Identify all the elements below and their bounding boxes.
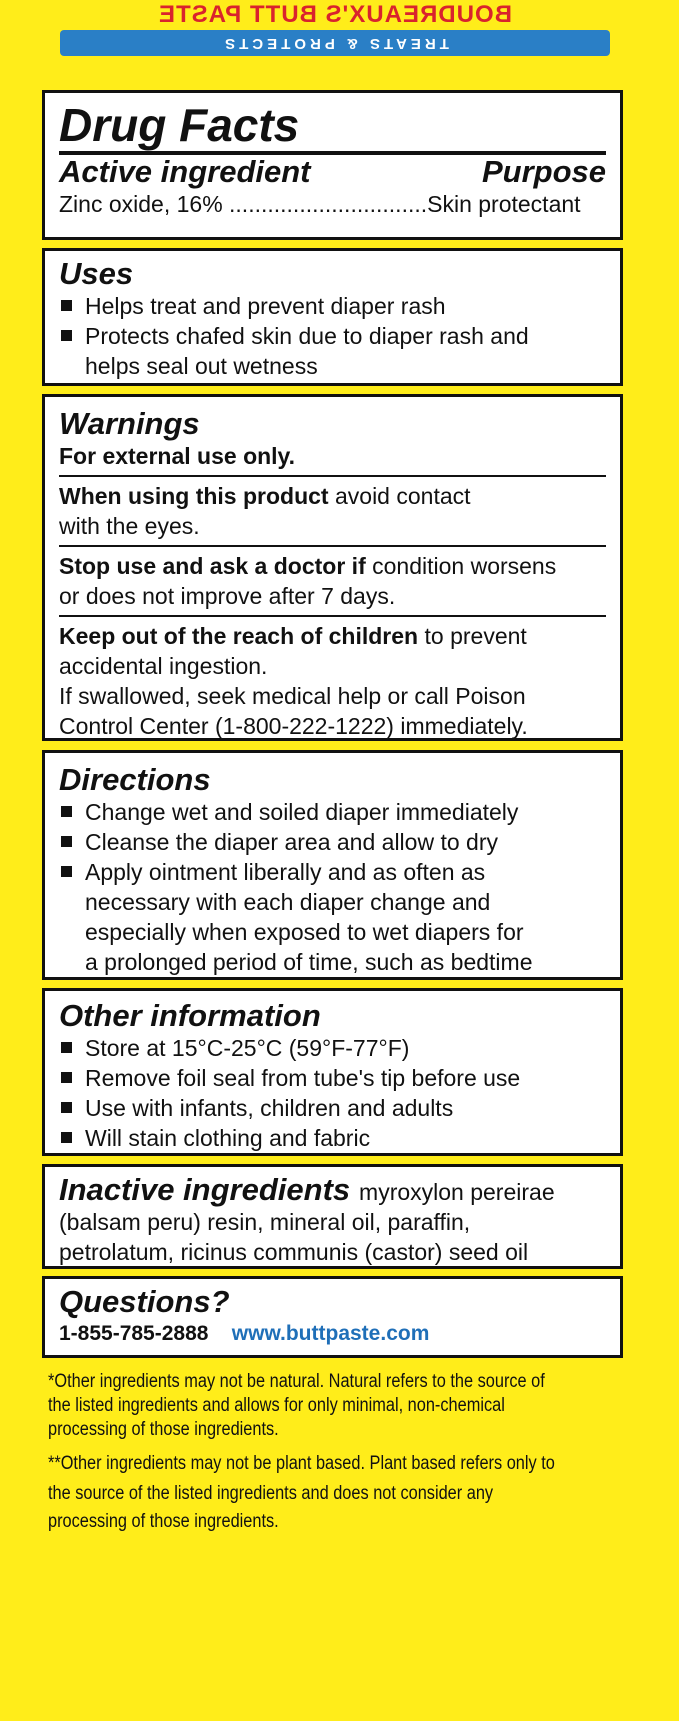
directions-panel — [42, 750, 623, 980]
stop-use-line2: or does not improve after 7 days. — [59, 583, 396, 609]
when-using-bold: When using this product — [59, 483, 329, 509]
footnote-line: the listed ingredients and allows for only minimal, non-chemical — [48, 1395, 505, 1416]
swallow-line2: Control Center (1-800-222-1222) immediately. — [59, 713, 528, 739]
brand-banner — [40, 0, 630, 58]
phone-number: 1-855-785-2888 — [59, 1322, 209, 1345]
website-link[interactable]: www.buttpaste.com — [231, 1322, 430, 1345]
questions-contact — [59, 1319, 606, 1349]
warnings-panel — [42, 394, 623, 741]
when-using-line2: with the eyes. — [59, 513, 200, 539]
directions-continued: especially when exposed to wet diapers for — [85, 919, 524, 945]
swallow-line1: If swallowed, seek medical help or call Poison — [59, 683, 526, 709]
when-using-rest: avoid contact — [328, 483, 471, 509]
keep-out-rest: to prevent — [418, 623, 527, 649]
active-ingredient-heading: Active ingredient — [59, 154, 311, 189]
inactive-heading: Inactive ingredients — [59, 1172, 351, 1207]
footnote-line: processing of those ingredients. — [48, 1511, 279, 1532]
inactive-line1: myroxylon pereirae — [359, 1179, 555, 1205]
divider — [59, 545, 606, 547]
uses-heading: Uses — [59, 256, 134, 291]
footnote-line: processing of those ingredients. — [48, 1419, 279, 1440]
inactive-line2: (balsam peru) resin, mineral oil, paraffin, — [59, 1209, 471, 1235]
inactive-first-line — [59, 1173, 606, 1207]
brand-name: BOUDREAUX'S BUTT PASTE — [158, 1, 512, 28]
directions-continued: a prolonged period of time, such as bedtime — [85, 949, 533, 975]
keep-out-text — [59, 621, 606, 651]
drug-facts-panel — [42, 90, 623, 240]
directions-continued: necessary with each diaper change and — [85, 889, 491, 915]
questions-heading: Questions? — [59, 1284, 230, 1319]
stop-use-bold: Stop use and ask a doctor if — [59, 553, 366, 579]
inactive-line3: petrolatum, ricinus communis (castor) seed oil — [59, 1239, 529, 1265]
inactive-panel — [42, 1164, 623, 1269]
other-info-item: Will stain clothing and fabric — [59, 1123, 606, 1153]
brand-tagline: TREATS & PROTECTS — [60, 30, 610, 56]
uses-item: Protects chafed skin due to diaper rash and — [59, 321, 606, 351]
directions-item: Cleanse the diaper area and allow to dry — [59, 827, 606, 857]
uses-panel — [42, 248, 623, 386]
active-ingredient-line: Zinc oxide, 16% ...............................Skin protectant — [59, 191, 581, 217]
footnote-line: *Other ingredients may not be natural. Natural refers to the source of — [48, 1371, 545, 1392]
uses-item-continued: helps seal out wetness — [85, 353, 318, 379]
stop-use-rest: condition worsens — [365, 553, 557, 579]
divider — [59, 475, 606, 477]
active-header-row — [59, 155, 606, 189]
other-info-item: Remove foil seal from tube's tip before use — [59, 1063, 606, 1093]
footnote-line: the source of the listed ingredients and does not consider any — [48, 1483, 494, 1504]
warnings-heading: Warnings — [59, 406, 200, 441]
external-use-text — [59, 441, 606, 471]
divider — [59, 615, 606, 617]
directions-heading: Directions — [59, 762, 211, 797]
directions-item: Change wet and soiled diaper immediately — [59, 797, 606, 827]
purpose-heading: Purpose — [481, 154, 606, 189]
footnote-natural — [48, 1370, 624, 1442]
other-info-panel — [42, 988, 623, 1156]
drug-facts-title: Drug Facts — [59, 99, 300, 151]
uses-item: Helps treat and prevent diaper rash — [59, 291, 606, 321]
keep-out-bold: Keep out of the reach of children — [59, 623, 419, 649]
when-using-text — [59, 481, 606, 511]
footnote-plant-based — [48, 1452, 624, 1534]
footnote-line: **Other ingredients may not be plant based. Plant based refers only to — [48, 1453, 555, 1474]
other-info-item: Use with infants, children and adults — [59, 1093, 606, 1123]
keep-out-line2: accidental ingestion. — [59, 653, 268, 679]
external-use-bold: For external use only. — [59, 443, 296, 469]
other-info-heading: Other information — [59, 998, 321, 1033]
other-info-item: Store at 15°C-25°C (59°F-77°F) — [59, 1033, 606, 1063]
stop-use-text — [59, 551, 606, 581]
questions-panel — [42, 1276, 623, 1358]
directions-item: Apply ointment liberally and as often as — [59, 857, 606, 887]
